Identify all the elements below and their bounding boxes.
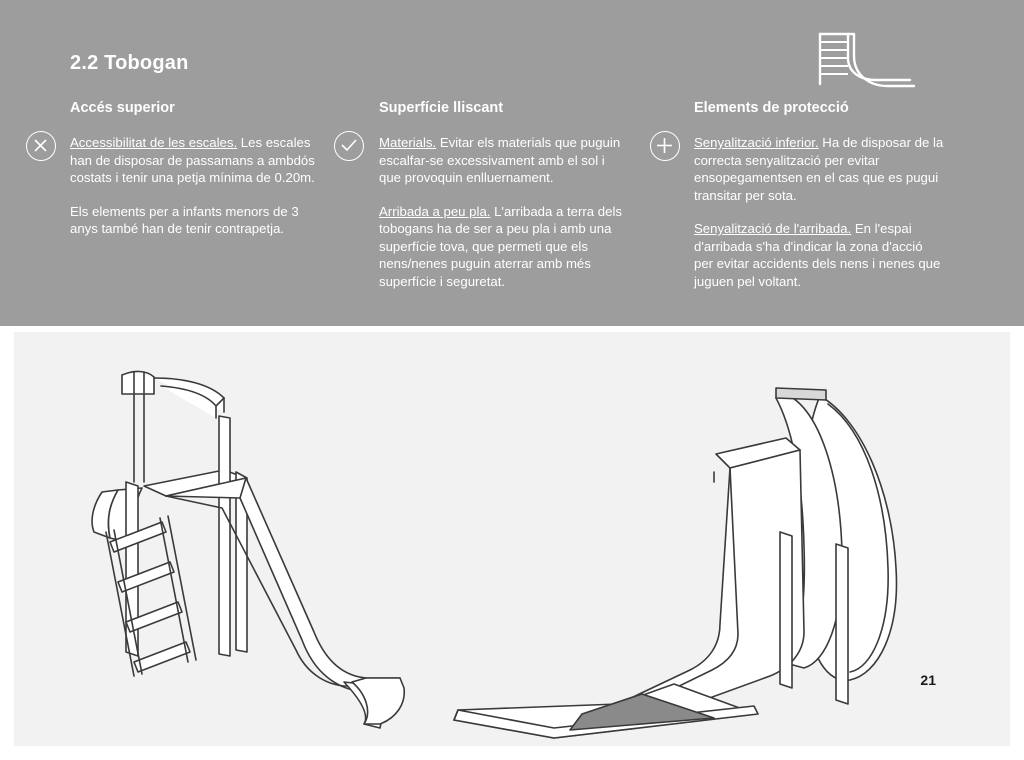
paragraph [694,220,944,290]
paragraph [70,203,320,238]
circle-check-icon [334,131,364,161]
circle-x-icon [26,131,56,161]
slide-outline-icon [814,28,924,90]
paragraph-text: Evitar els materials que puguin escalfar-se excessivament amb el sol i que provoquin enlluernament. [379,135,621,185]
column-elements-de-proteccio [694,100,944,290]
column-superficie-lliscant [379,100,624,290]
paragraph-lead: Senyalització inferior. [694,135,819,150]
paragraph [379,134,624,187]
column-heading: Elements de protecció [694,100,849,116]
page-title: 2.2 Tobogan [70,52,189,74]
slide-illustrations [14,332,1010,746]
column-heading: Superfície lliscant [379,100,504,116]
paragraph-text: L'arribada a terra dels tobogans ha de ser a peu pla i amb una superfície tova, que permeti que els nens/nenes puguin aterrar amb més superfície i seguretat. [379,203,622,289]
column-acces-superior [70,100,320,238]
paragraph-lead: Accessibilitat de les escales. [70,135,238,150]
paragraph-text: Els elements per a infants menors de 3 anys també han de tenir contrapetja. [70,203,299,236]
column-body [694,134,944,290]
paragraph-lead: Senyalització de l'arribada. [694,221,852,236]
column-heading: Accés superior [70,100,175,116]
header-band [0,0,1024,326]
column-body [379,134,624,290]
paragraph [70,134,320,187]
paragraph [694,134,944,204]
column-body [70,134,320,238]
paragraph-text: Ha de disposar de la correcta senyalització per evitar ensopegamentsen en el cas que es pugui transitar per sota. [694,135,944,203]
circle-plus-icon [650,131,680,161]
figure-panel [14,332,1010,746]
page-number: 21 [920,672,936,688]
paragraph-lead: Materials. [379,135,437,150]
paragraph-text: Les escales han de disposar de passamans a ambdós costats i tenir una petja mínima de 0.20m. [70,135,315,185]
paragraph-lead: Arribada a peu pla. [379,203,491,219]
paragraph-text: En l'espai d'arribada s'ha d'indicar la zona d'acció per evitar accidents dels nens i nenes que juguen pel voltant. [694,221,941,289]
paragraph [379,203,624,291]
